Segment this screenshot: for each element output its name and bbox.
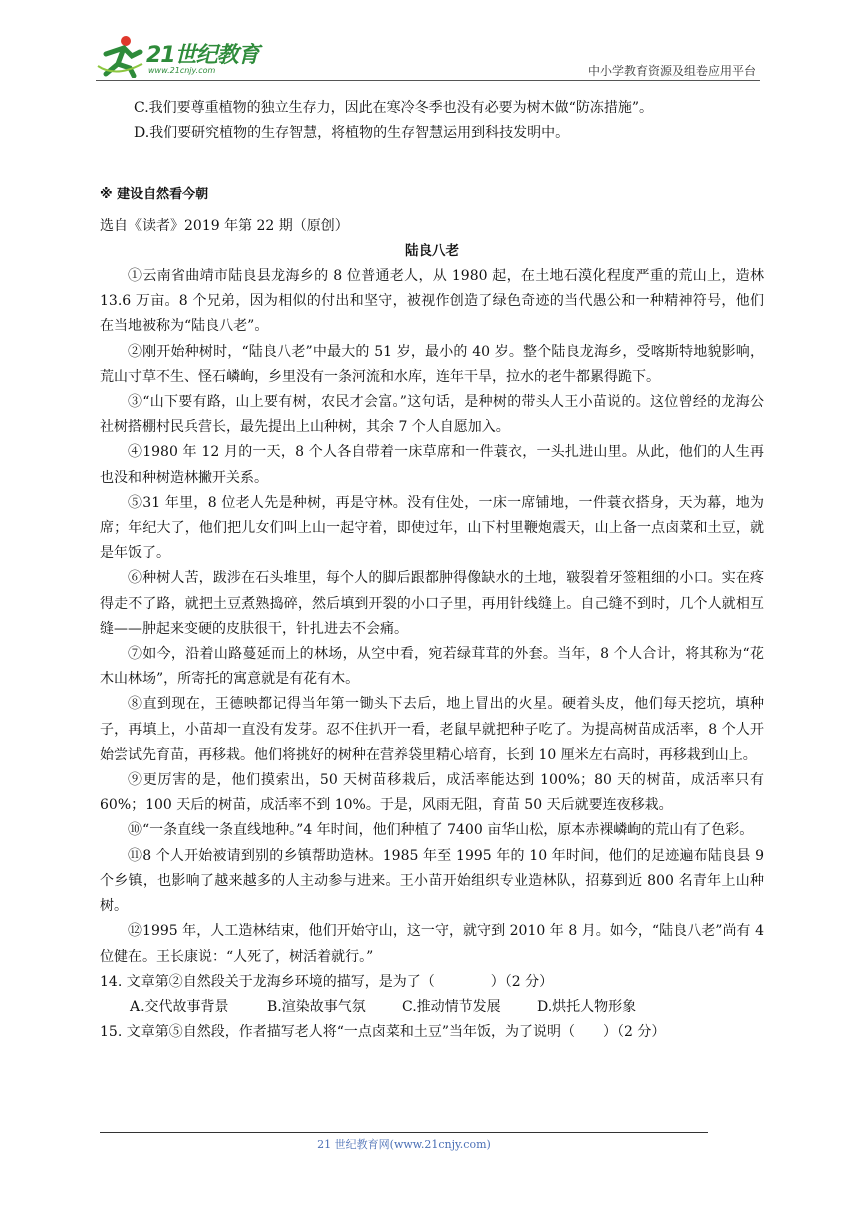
paragraph-1: ①云南省曲靖市陆良县龙海乡的 8 位普通老人，从 1980 起，在土地石漠化程度严重的荒山上，造林 13.6 万亩。8 个兄弟，因为相似的付出和坚守，被视作创造了绿色奇迹的当代愚公和一种精神符号，他们在当地被称为“陆良八老”。 — [100, 268, 764, 335]
choice-b: B.渲染故事气氛 — [267, 998, 366, 1015]
question-15: 15. 文章第⑤自然段，作者描写老人将“一点卤菜和土豆”当年饭，为了说明（ ）（2 分） — [100, 1024, 666, 1041]
paragraph-5: ⑤31 年里，8 位老人先是种树，再是守林。没有住处，一床一席铺地，一件蓑衣搭身，天为幕，地为席；年纪大了，他们把儿女们叫上山一起守着，即使过年，山下村里鞭炮震天，山上备一点卤菜和土豆，就是年饭了。 — [100, 494, 764, 562]
runner-logo-icon — [96, 34, 144, 78]
section-heading: ※ 建设自然看今朝 — [100, 187, 209, 203]
footer-link[interactable]: 21 世纪教育网(www.21cnjy.com) — [317, 1138, 491, 1151]
choice-c: C.推动情节发展 — [402, 998, 501, 1015]
paragraph-6: ⑥种树人苦，跋涉在石头堆里，每个人的脚后跟都肿得像缺水的土地，皲裂着牙签粗细的小口。实在疼得走不了路，就把土豆煮熟捣碎，然后填到开裂的小口子里，再用针线缝上。自己缝不到时，几个人就相互缝——肿起来变硬的皮肤很干，针扎进去不会痛。 — [100, 570, 764, 637]
platform-name: 中小学教育资源及组卷应用平台 — [587, 64, 756, 78]
page-header — [96, 28, 756, 80]
choice-d: D.烘托人物形象 — [537, 998, 637, 1015]
paragraph-11: ⑪8 个人开始被请到别的乡镇帮助造林。1985 年至 1995 年的 10 年时间，他们的足迹遍布陆良县 9 个乡镇，也影响了越来越多的人主动参与进来。王小苗开始组织专业造林队，招募到近 800 名青年上山种树。 — [100, 847, 764, 915]
article-source: 选自《读者》2019 年第 22 期（原创） — [100, 217, 349, 234]
paragraph-4: ④1980 年 12 月的一天，8 个人各自带着一床草席和一件蓑衣，一头扎进山里。从此，他们的人生再也没和种树造林撇开关系。 — [100, 444, 764, 486]
paragraph-7: ⑦如今，沿着山路蔓延而上的林场，从空中看，宛若绿茸茸的外套。当年，8 个人合计，将其称为“花木山林场”，所寄托的寓意就是有花有木。 — [100, 646, 764, 688]
choice-a: A.交代故事背景 — [130, 998, 229, 1015]
footer-divider — [100, 1132, 708, 1133]
document-body — [100, 96, 764, 1045]
question-14-choices — [100, 995, 764, 1020]
site-logo[interactable] — [96, 34, 266, 78]
paragraph-3: ③“山下要有路，山上要有树，农民才会富。”这句话，是种树的带头人王小苗说的。这位曾经的龙海公社树搭棚村民兵营长，最先提出上山种树，其余 7 个人自愿加入。 — [100, 394, 764, 436]
paragraph-10: ⑩“一条直线一条直线地种。”4 年时间，他们种植了 7400 亩华山松，原本赤裸嶙峋的荒山有了色彩。 — [128, 822, 754, 839]
paragraph-9: ⑨更厉害的是，他们摸索出，50 天树苗移栽后，成活率能达到 100%；80 天的树苗，成活率只有 60%；100 天后的树苗，成活率不到 10%。于是，风雨无阻，育苗 50 天后就要连夜移栽。 — [100, 772, 764, 814]
article-title: 陆良八老 — [405, 242, 459, 259]
paragraph-12: ⑫1995 年，人工造林结束，他们开始守山，这一守，就守到 2010 年 8 月。如今，“陆良八老”尚有 4 位健在。王长康说：“人死了，树活着就行。” — [100, 923, 764, 965]
option-d: D.我们要研究植物的生存智慧，将植物的生存智慧运用到科技发明中。 — [134, 125, 570, 142]
paragraph-8: ⑧直到现在，王德映都记得当年第一锄头下去后，地上冒出的火星。硬着头皮，他们每天挖坑，填种子，再填上，小苗却一直没有发芽。忍不住扒开一看，老鼠早就把种子吃了。为提高树苗成活率，8 个人开始尝试先育苗，再移栽。他们将挑好的树种在营养袋里精心培育，长到 10 厘米左右高时，再移栽到山上。 — [100, 696, 764, 763]
paragraph-2: ②刚开始种树时，“陆良八老”中最大的 51 岁，最小的 40 岁。整个陆良龙海乡，受喀斯特地貌影响，荒山寸草不生、怪石嶙峋，乡里没有一条河流和水库，连年干旱，拉水的老牛都累得跪下。 — [100, 343, 764, 385]
header-divider — [96, 80, 760, 81]
logo-url: www.21cnjy.com — [148, 66, 216, 75]
question-14: 14. 文章第②自然段关于龙海乡环境的描写，是为了（ ）（2 分） — [100, 973, 554, 990]
option-c: C.我们要尊重植物的独立生存力，因此在寒冷冬季也没有必要为树木做“防冻措施”。 — [134, 100, 653, 116]
logo-text: 21世纪教育 — [146, 43, 259, 68]
